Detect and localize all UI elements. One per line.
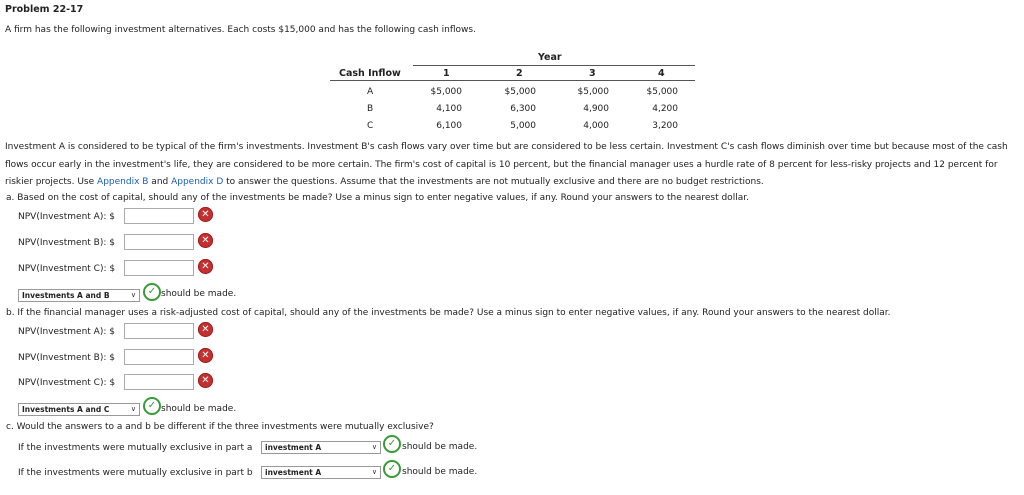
part-c-a-select[interactable] bbox=[261, 441, 381, 454]
part-a-question: a. Based on the cost of capital, should any of the investments be made? Use a minus sign to enter negative values, if any. Round your answers to the nearest dollar. bbox=[6, 193, 749, 203]
table-cell: $5,000 bbox=[646, 87, 678, 97]
check-circle-icon: ✓ bbox=[383, 460, 401, 478]
x-circle-icon: ✕ bbox=[198, 259, 213, 274]
x-circle-icon: ✕ bbox=[198, 207, 213, 222]
year-1-header: 1 bbox=[443, 68, 450, 79]
table-cell: 6,100 bbox=[436, 121, 462, 131]
part-c-question: c. Would the answers to a and b be different if the three investments were mutually exclusive? bbox=[6, 422, 434, 432]
x-circle-icon: ✕ bbox=[198, 348, 213, 363]
appendix-b-link[interactable]: Appendix B bbox=[97, 177, 149, 187]
part-b-investment-select[interactable] bbox=[18, 403, 140, 416]
check-circle-icon: ✓ bbox=[143, 283, 161, 301]
table-cell: 5,000 bbox=[510, 121, 536, 131]
table-cell: 4,200 bbox=[652, 104, 678, 114]
npv-a-input-part-a[interactable] bbox=[124, 208, 194, 224]
chevron-down-icon: ∨ bbox=[371, 443, 377, 451]
year-2-header: 2 bbox=[516, 68, 523, 79]
should-be-made-text: should be made. bbox=[161, 289, 237, 299]
select-value: investment A bbox=[265, 443, 322, 452]
part-b-question: b. If the financial manager uses a risk-adjusted cost of capital, should any of the investments be made? Use a minus sign to enter negative values, if any. Round your answers to the nearest dollar. bbox=[6, 308, 891, 318]
part-c-b-select[interactable] bbox=[261, 466, 381, 479]
npv-c-label: NPV(Investment C): $ bbox=[18, 378, 116, 388]
year-4-header: 4 bbox=[658, 68, 665, 79]
row-name: B bbox=[367, 104, 374, 114]
should-be-made-text: should be made. bbox=[161, 404, 237, 414]
npv-b-label: NPV(Investment B): $ bbox=[18, 353, 115, 363]
select-value: Investments A and B bbox=[22, 291, 110, 300]
year-3-header: 3 bbox=[589, 68, 596, 79]
year-underline bbox=[413, 65, 695, 66]
description-text: and bbox=[148, 177, 172, 187]
npv-c-input-part-a[interactable] bbox=[124, 260, 194, 276]
table-cell: 6,300 bbox=[510, 104, 536, 114]
x-circle-icon: ✕ bbox=[198, 322, 213, 337]
check-circle-icon: ✓ bbox=[143, 397, 161, 415]
npv-a-label: NPV(Investment A): $ bbox=[18, 212, 115, 222]
x-circle-icon: ✕ bbox=[198, 373, 213, 388]
problem-title: Problem 22-17 bbox=[5, 4, 84, 15]
npv-b-label: NPV(Investment B): $ bbox=[18, 238, 115, 248]
x-circle-icon: ✕ bbox=[198, 233, 213, 248]
year-header: Year bbox=[538, 52, 562, 63]
part-a-investment-select[interactable] bbox=[18, 289, 140, 302]
npv-b-input-part-a[interactable] bbox=[124, 234, 194, 250]
part-c-line1-label: If the investments were mutually exclusive in part a bbox=[18, 443, 253, 453]
should-be-made-text: should be made. bbox=[402, 467, 478, 477]
header-underline bbox=[330, 80, 695, 81]
row-name: C bbox=[367, 121, 374, 131]
problem-description bbox=[5, 139, 1020, 192]
npv-b-input-part-b[interactable] bbox=[124, 349, 194, 365]
npv-a-label: NPV(Investment A): $ bbox=[18, 327, 115, 337]
table-cell: 3,200 bbox=[652, 121, 678, 131]
chevron-down-icon: ∨ bbox=[371, 468, 377, 476]
npv-a-input-part-b[interactable] bbox=[124, 323, 194, 339]
select-value: Investments A and C bbox=[22, 405, 110, 414]
select-value: investment A bbox=[265, 468, 322, 477]
npv-c-input-part-b[interactable] bbox=[124, 374, 194, 390]
table-cell: 4,100 bbox=[436, 104, 462, 114]
table-cell: 4,900 bbox=[583, 104, 609, 114]
table-cell: $5,000 bbox=[430, 87, 462, 97]
table-cell: 4,000 bbox=[583, 121, 609, 131]
check-circle-icon: ✓ bbox=[383, 435, 401, 453]
part-c-line2-label: If the investments were mutually exclusive in part b bbox=[18, 468, 253, 478]
problem-intro: A firm has the following investment alternatives. Each costs $15,000 and has the following cash inflows. bbox=[5, 25, 476, 35]
table-cell: $5,000 bbox=[504, 87, 536, 97]
npv-c-label: NPV(Investment C): $ bbox=[18, 264, 116, 274]
should-be-made-text: should be made. bbox=[402, 442, 478, 452]
description-text: to answer the questions. Assume that the investments are not mutually exclusive and there are no budget restrictions. bbox=[223, 177, 764, 187]
chevron-down-icon: ∨ bbox=[130, 405, 136, 413]
appendix-d-link[interactable]: Appendix D bbox=[171, 177, 224, 187]
cash-inflow-header: Cash Inflow bbox=[339, 68, 401, 79]
description-text: Investment A is considered to be typical of the firm's investments. Investment B's cash flows vary over time but are considered to be less certain. Investment C's cash flows diminish over time but because most of the cash flows occur early in the investment's life, they are considered to be more certain. The firm's cost of capital is 10 percent, but the financial manager uses a hurdle rate of 8 percent for less-risky projects and 12 percent for riskier projects. Use bbox=[5, 142, 1008, 187]
table-cell: $5,000 bbox=[577, 87, 609, 97]
chevron-down-icon: ∨ bbox=[130, 291, 136, 299]
row-name: A bbox=[367, 87, 374, 97]
